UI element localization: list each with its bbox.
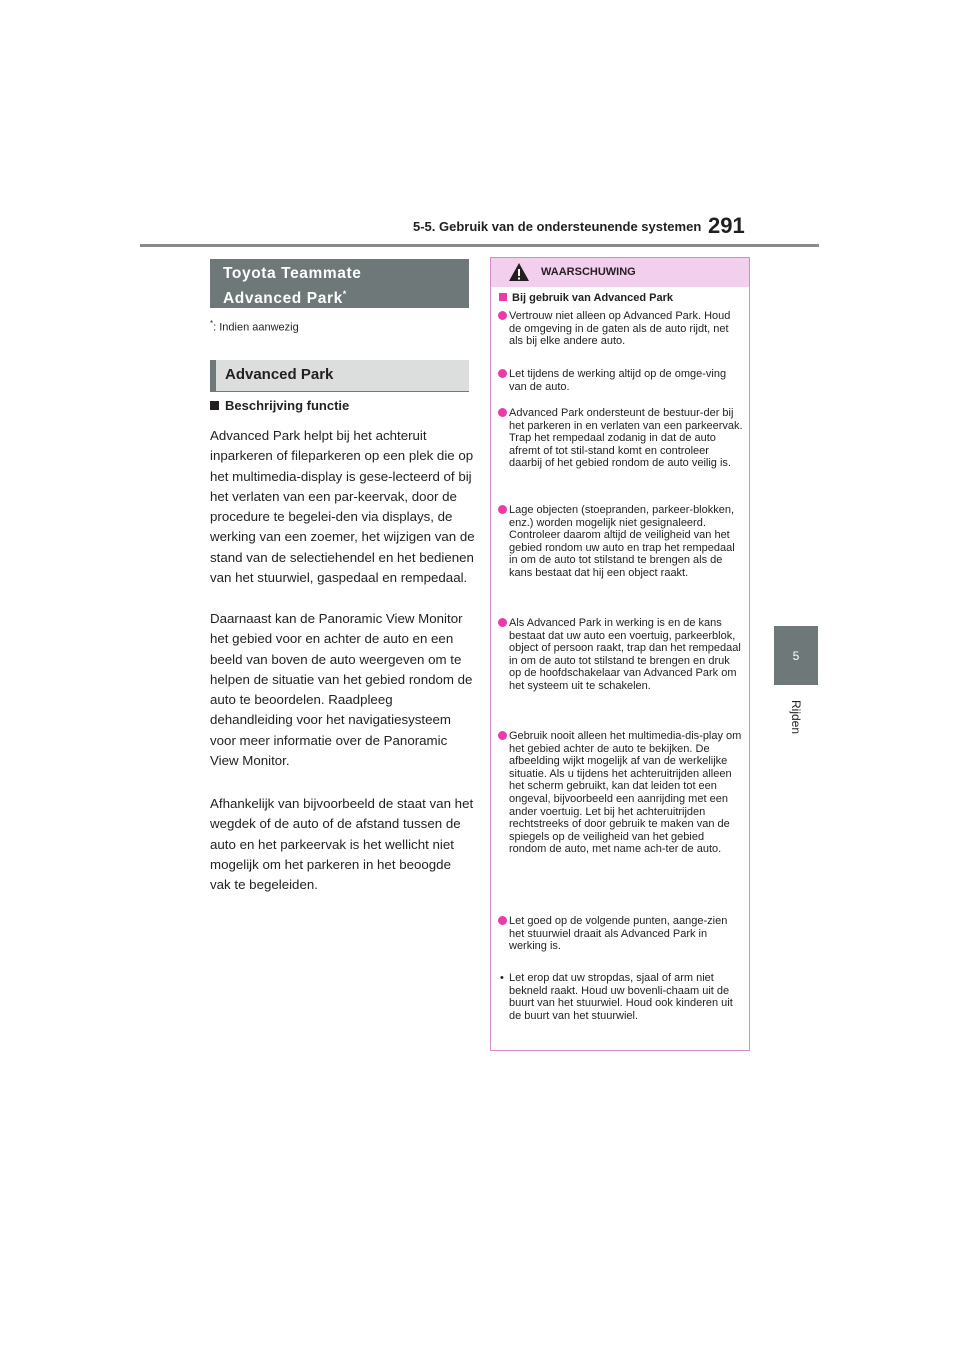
warning-subheading	[499, 292, 673, 304]
footnote-text: : Indien aanwezig	[213, 321, 299, 334]
warning-item: Advanced Park ondersteunt de bestuur-der bij het parkeren in en verlaten van een parkeervak. Trap het rempedaal zodanig in dat de auto afremt of tot stil-stand komt en controleer daarbij of het gebied rondom de auto veilig is.	[498, 407, 744, 470]
chapter-label: Rijden	[789, 699, 803, 735]
chapter-label-container	[781, 692, 811, 742]
description-paragraph: Advanced Park helpt bij het achteruit inparkeren of fileparkeren op een plek die op het multimedia-display is gese-lecteerd of bij het verlaten van een par-keervak, door de procedure te begelei-den via displays, de werking van een zoemer, het wijzigen van de stand van de selectiehendel en het bedienen van het stuurwiel, gaspedaal en rempedaal.	[210, 428, 475, 586]
section-title-line2-wrap	[223, 284, 362, 309]
chapter-tab	[774, 626, 818, 685]
warning-item: Let goed op de volgende punten, aange-zien het stuurwiel draait als Advanced Park in werking is.	[498, 915, 744, 953]
availability-footnote	[210, 319, 299, 334]
warning-title: WAARSCHUWING	[541, 266, 636, 278]
chapter-number: 5	[792, 648, 800, 663]
bullet-point: •	[500, 972, 504, 984]
bullet-dot-icon	[498, 369, 507, 378]
warning-item: Let tijdens de werking altijd op de omge-ving van de auto.	[498, 368, 744, 393]
warning-header	[491, 258, 749, 287]
square-bullet-icon	[499, 293, 507, 301]
section-title	[223, 264, 362, 309]
bullet-dot-icon	[498, 731, 507, 740]
subsection-accent-bar	[210, 360, 216, 391]
warning-triangle-icon	[508, 262, 530, 282]
bullet-dot-icon	[498, 916, 507, 925]
description-heading-text: Beschrijving functie	[225, 398, 350, 413]
description-paragraph: Daarnaast kan de Panoramic View Monitor het gebied voor en achter de auto en een beeld van boven de auto weergeven om te helpen de situatie van het gebied rondom de auto te beoordelen. Raadpleeg dehandleiding voor het navigatiesysteem voor meer informatie over de Panoramic View Monitor.	[210, 611, 473, 769]
header-divider	[140, 244, 819, 247]
section-title-box	[210, 259, 469, 308]
subsection-title-box	[210, 360, 469, 392]
square-bullet-icon	[210, 401, 219, 410]
footnote-mark: *	[210, 319, 214, 328]
section-title-line1: Toyota Teammate	[223, 265, 362, 282]
warning-sub-item: • Let erop dat uw stropdas, sjaal of arm niet bekneld raakt. Houd uw bovenli-chaam uit de buurt van het stuurwiel. Houd ook kinderen uit de buurt van het stuurwiel.	[500, 972, 733, 1022]
section-title-line2: Advanced Park	[223, 290, 343, 308]
running-header-section: 5-5. Gebruik van de ondersteunende systemen	[413, 219, 702, 234]
subsection-title: Advanced Park	[225, 366, 334, 383]
warning-subheading-text: Bij gebruik van Advanced Park	[512, 292, 673, 304]
warning-item: Gebruik nooit alleen het multimedia-dis-play om het gebied achter de auto te bekijken. De afbeelding wijkt mogelijk af van de werkelijke situatie. Als u tijdens het achteruitrijden alleen het scherm gebruikt, kan dat leiden tot een ongeval, bijvoorbeeld een aanrijding met een ander voertuig. Let bij het achteruitrijden rechtstreeks of door gebruik te maken van de spiegels op de veiligheid van het gebied rondom de auto, met name ach-ter de auto.	[498, 730, 744, 856]
description-paragraph: Afhankelijk van bijvoorbeeld de staat van het wegdek of de auto of de afstand tussen de auto en het parkeervak is het wellicht niet mogelijk om het parkeren in het beoogde vak te begeleiden.	[210, 796, 474, 893]
bullet-dot-icon	[498, 505, 507, 514]
description-heading	[210, 398, 349, 413]
footnote-mark: *	[342, 289, 347, 299]
warning-item: Vertrouw niet alleen op Advanced Park. Houd de omgeving in de gaten als de auto rijdt, net als bij elke andere auto.	[498, 310, 744, 348]
warning-item: Lage objecten (stoepranden, parkeer-blokken, enz.) worden mogelijk niet gesignaleerd. Controleer daarom altijd de veiligheid van het gebied rondom uw auto en trap het rempedaal in om de auto tot stilstand te brengen als de kans bestaat dat hij een object raakt.	[498, 504, 744, 580]
warning-item: Als Advanced Park in werking is en de kans bestaat dat uw auto een voertuig, parkeerblok, object of persoon raakt, trap dan het rempedaal in om de auto tot stilstand te brengen en druk op de hoofdschakelaar van Advanced Park om het systeem uit te schakelen.	[498, 617, 744, 693]
bullet-dot-icon	[498, 311, 507, 320]
bullet-dot-icon	[498, 408, 507, 417]
bullet-dot-icon	[498, 618, 507, 627]
page-number: 291	[708, 213, 745, 238]
